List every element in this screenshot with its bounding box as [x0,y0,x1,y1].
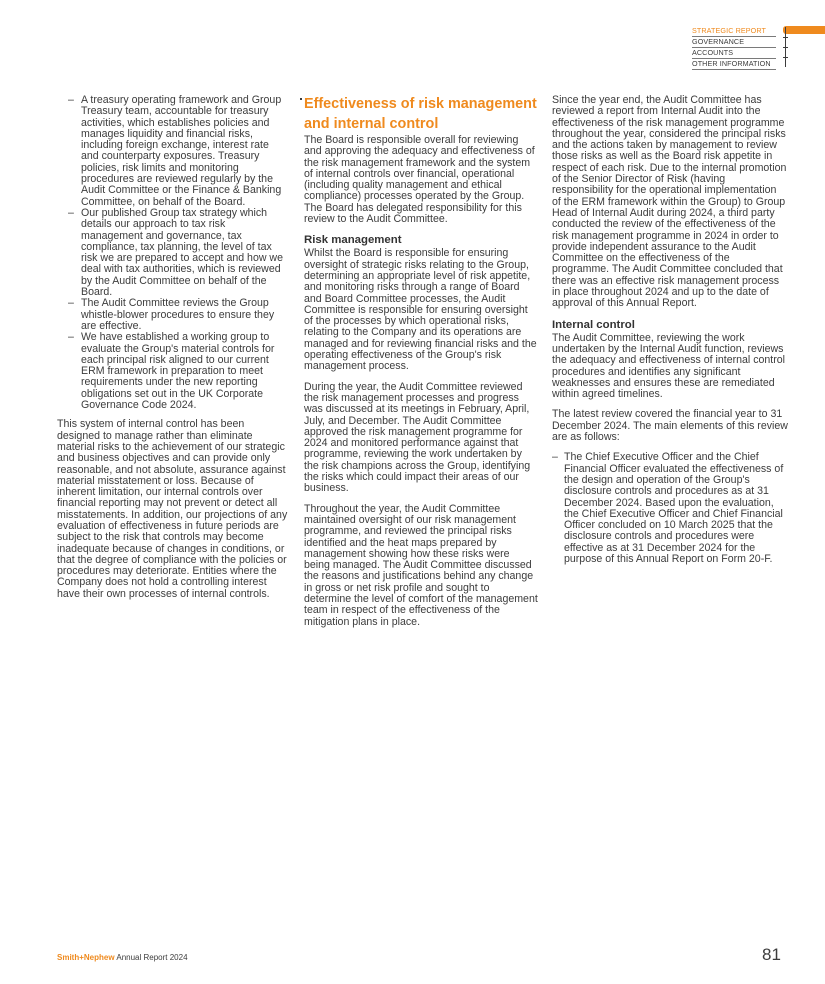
section-nav-tick [783,37,788,38]
list-item: – The Audit Committee reviews the Group whistle-blower procedures to ensure they are effective. [57,298,289,332]
list-item: – We have established a working group to evaluate the Group's material controls for each principal risk aligned to our current ERM framework in preparation to meet requirements under the new reporting obligations set out in the UK Corporate Governance Code 2024. [57,332,289,411]
brand-name: Smith+Nephew [57,953,115,962]
internal-control-limitations-paragraph: This system of internal control has been designed to manage rather than eliminate material risks to the achievement of our strategic and business objectives and can provide only reasonable, and not absolute, assurance against material misstatement or loss. Because of inherent limitation, our internal controls over financial reporting may not prevent or detect all misstatements. In addition, our projections of any evaluation of effectiveness in future periods are subject to the risk that controls may become inadequate because of changes in conditions, or that the degree of compliance with the policies or procedures may deteriorate. Entities where the Company does not hold a controlling interest have their own processes of internal controls. [57,418,288,600]
internal-control-heading: Internal control [552,318,635,331]
section-nav [692,26,812,70]
list-item: – A treasury operating framework and Group Treasury team, accountable for treasury activities, which establishes policies and manages liquidity and financial risks, including foreign exchange, interest rate and counterparty exposures. Treasury policies, risk limits and monitoring procedures are reviewed regularly by the Audit Committee or the Finance & Banking Committee, on behalf of the Board. [57,95,289,208]
list-item: – Our published Group tax strategy which details our approach to tax risk management and governance, tax compliance, tax planning, the level of tax risk we are prepared to accept and how we deal with tax authorities, which is reviewed by the Audit Committee on behalf of the Board. [57,208,289,298]
footer [57,953,188,962]
paragraph: Whilst the Board is responsible for ensuring oversight of strategic risks relating to the Group, determining an appropriate level of risk appetite, and monitoring risks through a range of Board and Board Committee processes, the Audit Committee is responsible for ensuring oversight of the processes by which operational risks, relating to the Company and its operations are managed and for reviewing financial risks and the operating effectiveness of the Group's risk management process. [304,247,537,373]
column-left [57,95,289,609]
section-nav-tick [783,57,788,58]
section-heading: Effectiveness of risk management and internal control [304,96,537,132]
active-section-marker [783,26,825,34]
bullet-dot [300,98,302,100]
nav-governance[interactable]: GOVERNANCE [692,37,776,48]
nav-other-information[interactable]: OTHER INFORMATION [692,59,776,70]
nav-strategic-report[interactable]: STRATEGIC REPORT [692,26,776,37]
column-right [552,95,788,573]
nav-accounts[interactable]: ACCOUNTS [692,48,776,59]
list-item: – The Chief Executive Officer and the Chief Financial Officer evaluated the effectiveness of the design and operation of the Group's disclosure controls and procedures as at 31 December 2024. Based upon the evaluation, the Chief Executive Officer and Chief Financial Officer concluded on 10 March 2025 that the disclosure controls and procedures were effective as at 31 December 2024 for the purpose of this Annual Report on Form 20-F. [552,452,788,565]
control-bullet-list [57,95,289,411]
paragraph: The Audit Committee, reviewing the work undertaken by the Internal Audit function, reviews the adequacy and effectiveness of internal control procedures and identifies any significant weaknesses and ensures these are remediated within agreed timelines. [552,331,786,401]
paragraph: Since the year end, the Audit Committee has reviewed a report from Internal Audit into the effectiveness of the risk management programme throughout the year, considered the principal risks and the actions taken by management to review those risks as well as the Board risk appetite in respect of each risk. Due to the internal promotion of the Senior Director of Risk (having responsibility for the operational implementation of the ERM framework within the Group) to Group Head of Internal Audit during 2024, a third party conducted the review of the effectiveness of the risk management programme in 2024 in order to provide independent assurance to the Audit Committee on the effectiveness of the programme. The Audit Committee concluded that there was an effective risk management process in place throughout 2024 and up to the date of approval of this Annual Report. [552,94,787,310]
review-bullet-list [552,452,788,565]
page-number: 81 [762,945,781,964]
column-middle [304,95,538,637]
board-responsibility-paragraph: The Board is responsible overall for reviewing and approving the adequacy and effectiveness of the risk management framework and the system of internal controls over financial, operational (including quality management and ethical compliance) processes operated by the Group. The Board has delegated responsibility for this review to the Audit Committee. [304,134,535,226]
section-nav-tick [783,47,788,48]
paragraph: During the year, the Audit Committee reviewed the risk management processes and progress was discussed at its meetings in February, April, July, and December. The Audit Committee approved the risk management programme for 2024 and monitored performance against that programme, reviewing the work undertaken by the risk champions across the Group, identifying the risks which could impact their areas of our business. [304,380,531,495]
report-title: Annual Report 2024 [116,953,188,962]
paragraph: The latest review covered the financial year to 31 December 2024. The main elements of this review are as follows: [552,408,788,444]
risk-management-heading: Risk management [304,234,402,247]
paragraph: Throughout the year, the Audit Committee maintained oversight of our risk management programme, and reviewed the principal risks identified and the heat maps prepared by management showing how these risks were being managed. The Audit Committee discussed the reasons and justifications behind any change in gross or net risk profile and sought to determine the level of comfort of the management team in respect of the effectiveness of the mitigation plans in place. [304,502,538,628]
